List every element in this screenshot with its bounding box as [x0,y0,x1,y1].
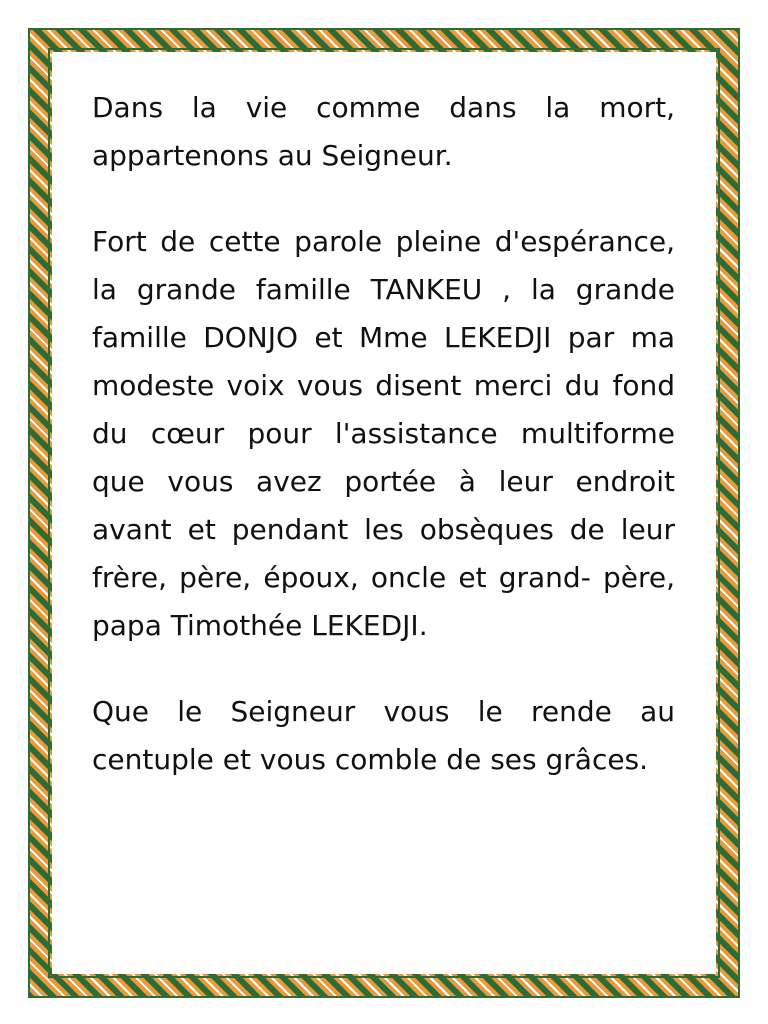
opening-verse: Dans la vie comme dans la mort, appartenons au Seigneur. [92,91,675,172]
message-body [92,84,675,822]
thanks-paragraph: Fort de cette parole pleine d'espérance, la grande famille TANKEU , la grande famille DONJO et Mme LEKEDJI par ma modeste voix vous disent merci du fond du cœur pour l'assistance multiforme que vous avez portée à leur endroit avant et pendant les obsèques de leur frère, père, époux, oncle et grand- père, papa Timothée LEKEDJI. [92,225,675,642]
blessing-paragraph: Que le Seigneur vous le rende au centuple et vous comble de ses grâces. [92,695,675,776]
